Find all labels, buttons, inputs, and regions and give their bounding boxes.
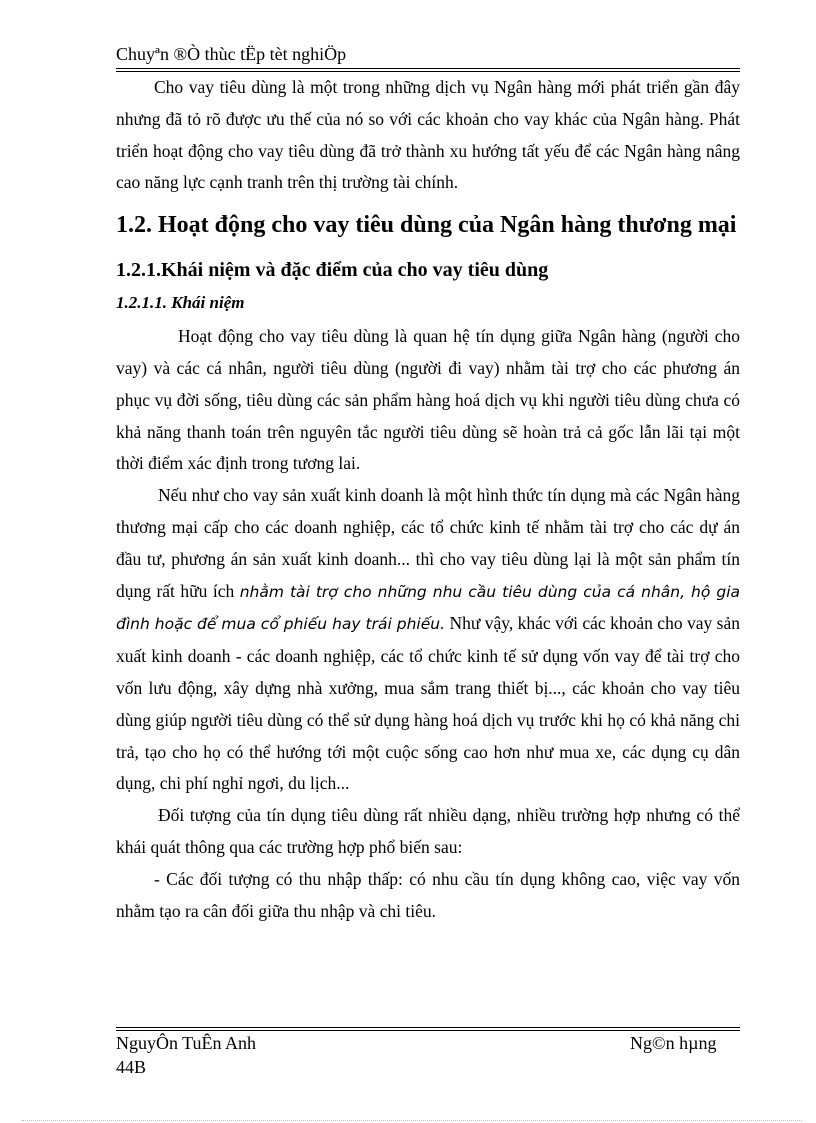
subsubsection-heading: 1.2.1.1. Khái niệm: [116, 293, 245, 313]
footer-major: Ng©n hµng: [630, 1033, 717, 1053]
comparison-text-italic: nhằm tài trợ cho những nhu cầu tiêu dùng của cá nhân, hộ gia đình hoặc để mua cổ phiếu hay trái phiếu.: [116, 582, 741, 634]
bullet-low-income: - Các đối tượng có thu nhập thấp: có nhu cầu tín dụng không cao, việc vay vốn nhằm tạo ra cân đối giữa thu nhập và chi tiêu.: [116, 868, 740, 921]
header-title: Chuyªn ®Ò thùc tËp tèt nghiÖp: [116, 44, 347, 64]
comparison-paragraph: [116, 480, 740, 800]
intro-paragraph: Cho vay tiêu dùng là một trong những dịch vụ Ngân hàng mới phát triển gần đây nhưng đã tỏ rõ được ưu thế của nó so với các khoản cho vay khác của Ngân hàng. Phát triển hoạt động cho vay tiêu dùng đã trở thành xu hướng tất yếu để các Ngân hàng nâng cao năng lực cạnh tranh trên thị trường tài chính.: [116, 77, 740, 193]
footer-author: NguyÔn TuÊn Anh: [116, 1033, 257, 1053]
header-rule-top: [116, 68, 740, 69]
subsection-heading: 1.2.1.Khái niệm và đặc điểm của cho vay tiêu dùng: [116, 259, 549, 282]
page-edge-divider: [22, 1120, 802, 1121]
comparison-text-start: Nếu như cho vay sản xuất kinh doanh là một hình thức tín dụng mà các Ngân hàng thương mại cấp cho các doanh nghiệp, các tổ chức kinh tế nhằm tài trợ cho các dự án đầu tư, phương án sản xuất kinh doanh... thì cho vay tiêu dùng lại là một sản phẩm tín dụng rất hữu ích: [116, 485, 740, 601]
comparison-text-end: Như vậy, khác với các khoản cho vay sản xuất kinh doanh - các doanh nghiệp, các tổ chức kinh tế sử dụng vốn vay để tài trợ cho vốn lưu động, xây dựng nhà xưởng, mua sắm trang thiết bị..., các khoản cho vay tiêu dùng giúp người tiêu dùng có thể sử dụng hàng hoá dịch vụ trước khi họ có khả năng chi trả, tạo cho họ có thể hướng tới một cuộc sống cao hơn như mua xe, các dụng cụ dân dụng, chi phí nghỉ ngơi, du lịch...: [116, 613, 741, 794]
objects-paragraph: Đối tượng của tín dụng tiêu dùng rất nhiều dạng, nhiều trường hợp nhưng có thể khái quát thông qua các trường hợp phổ biến sau:: [116, 805, 740, 857]
definition-paragraph: Hoạt động cho vay tiêu dùng là quan hệ tín dụng giữa Ngân hàng (người cho vay) và các cá nhân, người tiêu dùng (người đi vay) nhằm tài trợ cho các phương án phục vụ đời sống, tiêu dùng các sản phẩm hàng hoá dịch vụ khi người tiêu dùng chưa có khả năng thanh toán trên nguyên tắc người tiêu dùng sẽ hoàn trả cả gốc lẫn lãi tại một thời điểm xác định trong tương lai.: [116, 326, 740, 474]
page-body: [116, 72, 740, 927]
section-heading: 1.2. Hoạt động cho vay tiêu dùng của Ngân hàng thương mại: [116, 212, 737, 239]
footer-class: 44B: [116, 1057, 147, 1077]
footer-rule-top: [116, 1027, 740, 1028]
footer-rule-bottom: [116, 1030, 740, 1031]
